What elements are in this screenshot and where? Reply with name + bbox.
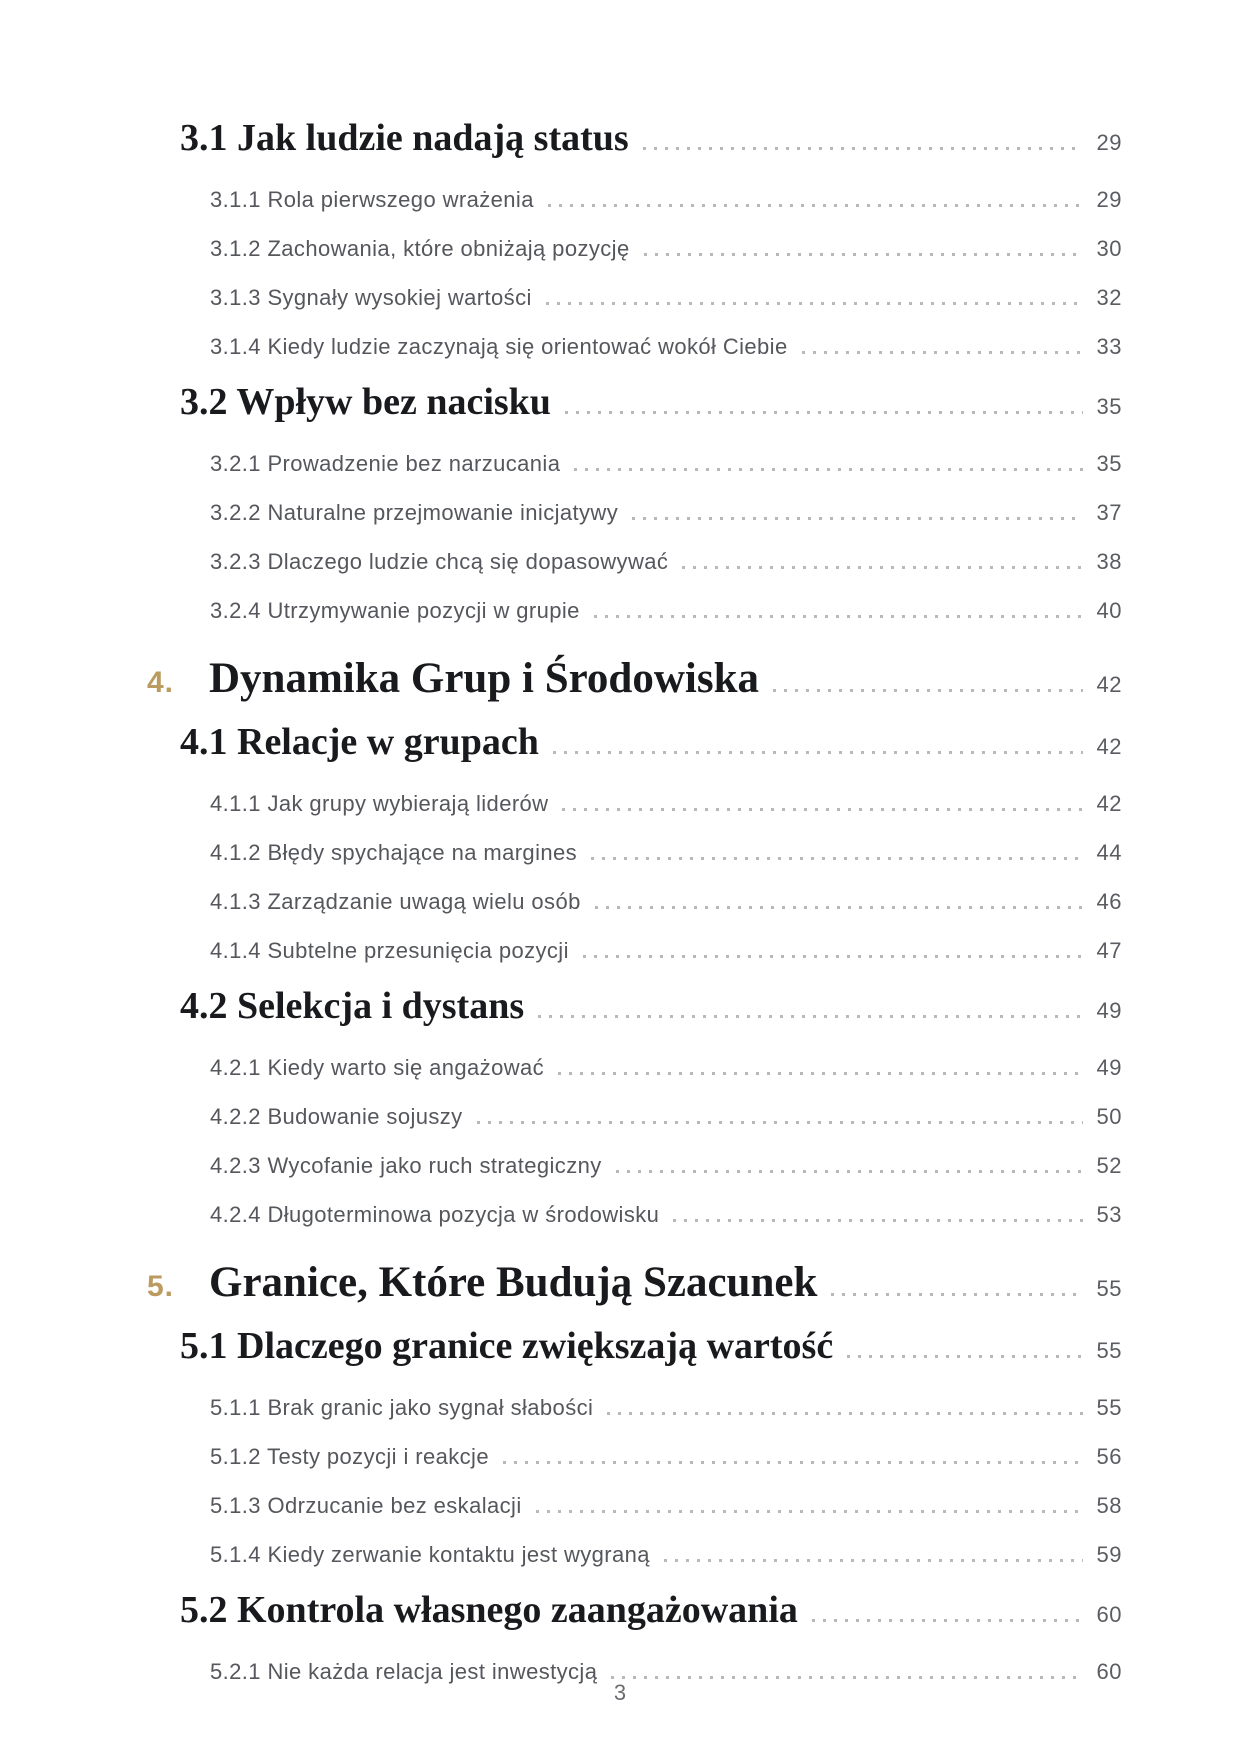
toc-entry-page: 42 — [1096, 734, 1122, 759]
toc-entry-label: 4.2 Selekcja i dystans — [180, 985, 525, 1027]
toc-entry-page: 38 — [1096, 549, 1122, 574]
toc-entry-label: 3.1.4 Kiedy ludzie zaczynają się orientować wokół Ciebie — [210, 334, 788, 359]
toc-entry[interactable] — [147, 1324, 1122, 1373]
dot-leader — [503, 1461, 1083, 1464]
toc-entry-label: 5.2 Kontrola własnego zaangażowania — [180, 1589, 798, 1631]
toc-entry-chapter[interactable] — [147, 1259, 1122, 1313]
toc-entry[interactable] — [147, 790, 1122, 818]
toc-entry-page: 55 — [1096, 1395, 1122, 1420]
toc-entry-page: 29 — [1096, 187, 1122, 212]
toc-entry-label: 3.2.2 Naturalne przejmowanie inicjatywy — [210, 500, 619, 525]
dot-leader — [773, 689, 1083, 692]
dot-leader — [548, 204, 1083, 207]
dot-leader — [536, 1510, 1083, 1513]
dot-leader — [847, 1355, 1082, 1358]
dot-leader — [583, 955, 1083, 958]
toc-entry-label: 4.2.1 Kiedy warto się angażować — [210, 1055, 545, 1080]
toc-entry-label: 4.2.3 Wycofanie jako ruch strategiczny — [210, 1153, 602, 1178]
toc-entry-label: 3.1.1 Rola pierwszego wrażenia — [210, 187, 534, 212]
dot-leader — [664, 1559, 1083, 1562]
toc-entry-page: 52 — [1096, 1153, 1122, 1178]
toc-entry-label: 4.1.3 Zarządzanie uwagą wielu osób — [210, 889, 581, 914]
toc-entry-label: 3.2 Wpływ bez nacisku — [180, 381, 551, 423]
toc-entry[interactable] — [147, 499, 1122, 527]
toc-entry[interactable] — [147, 597, 1122, 625]
toc-entry[interactable] — [147, 1541, 1122, 1569]
dot-leader — [611, 1676, 1082, 1679]
dot-leader — [607, 1412, 1082, 1415]
toc-entry-page: 35 — [1096, 394, 1122, 419]
dot-leader — [802, 351, 1083, 354]
toc-entry-page: 58 — [1096, 1493, 1122, 1518]
toc-entry[interactable] — [147, 548, 1122, 576]
toc-entry-page: 50 — [1096, 1104, 1122, 1129]
toc-entry-label: 4.2.4 Długoterminowa pozycja w środowisku — [210, 1202, 660, 1227]
chapter-number: 5. — [147, 1270, 175, 1303]
toc-entry-label: 3.1.2 Zachowania, które obniżają pozycję — [210, 236, 630, 261]
toc-entry-label: 5.1.3 Odrzucanie bez eskalacji — [210, 1493, 522, 1518]
toc-entry-page: 60 — [1096, 1659, 1122, 1684]
toc-entry-page: 60 — [1096, 1602, 1122, 1627]
dot-leader — [831, 1293, 1082, 1296]
toc-entry-page: 59 — [1096, 1542, 1122, 1567]
dot-leader — [591, 857, 1082, 860]
toc-entry[interactable] — [147, 1152, 1122, 1180]
dot-leader — [595, 906, 1083, 909]
toc-entry[interactable] — [147, 1201, 1122, 1229]
dot-leader — [562, 808, 1082, 811]
toc-entry-label: 4.1 Relacje w grupach — [180, 721, 539, 763]
dot-leader — [616, 1170, 1083, 1173]
toc-entry-page: 35 — [1096, 451, 1122, 476]
dot-leader — [644, 253, 1083, 256]
toc-entry[interactable] — [147, 1492, 1122, 1520]
toc-entry[interactable] — [147, 839, 1122, 867]
dot-leader — [553, 751, 1083, 754]
toc-entry-label: 5.2.1 Nie każda relacja jest inwestycją — [210, 1659, 598, 1684]
toc-entry[interactable] — [147, 1394, 1122, 1422]
toc-entry-label: 3.2.3 Dlaczego ludzie chcą się dopasowywać — [210, 549, 669, 574]
toc-entry-label: 3.2.4 Utrzymywanie pozycji w grupie — [210, 598, 580, 623]
toc-entry[interactable] — [147, 450, 1122, 478]
dot-leader — [565, 411, 1083, 414]
toc-entry[interactable] — [147, 333, 1122, 361]
dot-leader — [812, 1619, 1083, 1622]
toc-entry-page: 47 — [1096, 938, 1122, 963]
toc-entry[interactable] — [147, 235, 1122, 263]
toc-entry-page: 55 — [1096, 1338, 1122, 1363]
dot-leader — [673, 1219, 1082, 1222]
toc-entry[interactable] — [147, 720, 1122, 769]
toc-entry-page: 37 — [1096, 500, 1122, 525]
toc-entry-label: 4.2.2 Budowanie sojuszy — [210, 1104, 463, 1129]
toc-entry-chapter[interactable] — [147, 655, 1122, 709]
dot-leader — [682, 566, 1082, 569]
dot-leader — [546, 302, 1083, 305]
toc-entry-label: 3.1 Jak ludzie nadają status — [180, 117, 629, 159]
dot-leader — [643, 147, 1083, 150]
toc-entry-label: 4.1.2 Błędy spychające na margines — [210, 840, 578, 865]
toc-entry-label: 4.1.1 Jak grupy wybierają liderów — [210, 791, 549, 816]
toc-entry[interactable] — [147, 380, 1122, 429]
toc-entry-label: 5.1.2 Testy pozycji i reakcje — [210, 1444, 489, 1469]
toc-entry-page: 30 — [1096, 236, 1122, 261]
toc-entry-page: 40 — [1096, 598, 1122, 623]
toc-entry-page: 32 — [1096, 285, 1122, 310]
toc-entry-page: 42 — [1096, 791, 1122, 816]
dot-leader — [632, 517, 1082, 520]
toc-entry[interactable] — [147, 937, 1122, 965]
toc-entry-page: 46 — [1096, 889, 1122, 914]
toc-entry[interactable] — [147, 284, 1122, 312]
toc-entry-page: 29 — [1096, 130, 1122, 155]
toc-entry[interactable] — [147, 984, 1122, 1033]
dot-leader — [574, 468, 1082, 471]
dot-leader — [538, 1015, 1082, 1018]
toc-entry-label: 5.1 Dlaczego granice zwiększają wartość — [180, 1325, 834, 1367]
footer-page-number: 3 — [613, 1680, 627, 1705]
toc-entry[interactable] — [147, 1054, 1122, 1082]
toc-entry-label: 5.1.4 Kiedy zerwanie kontaktu jest wygraną — [210, 1542, 650, 1567]
toc-entry-label: 3.1.3 Sygnały wysokiej wartości — [210, 285, 532, 310]
toc-entry-label: Granice, Które Budują Szacunek — [209, 1259, 818, 1306]
chapter-number: 4. — [147, 666, 175, 699]
toc-entry[interactable] — [147, 186, 1122, 214]
toc-entry[interactable] — [147, 116, 1122, 165]
toc-entry-page: 56 — [1096, 1444, 1122, 1469]
dot-leader — [594, 615, 1083, 618]
toc-entry-page: 42 — [1096, 672, 1122, 697]
toc-entry-page: 53 — [1096, 1202, 1122, 1227]
toc-entry-label: 3.2.1 Prowadzenie bez narzucania — [210, 451, 561, 476]
toc-entry-page: 55 — [1096, 1276, 1122, 1301]
toc-entry-page: 33 — [1096, 334, 1122, 359]
toc-entry-label: 5.1.1 Brak granic jako sygnał słabości — [210, 1395, 594, 1420]
dot-leader — [477, 1121, 1083, 1124]
toc-entry-page: 49 — [1096, 998, 1122, 1023]
toc-entry[interactable] — [147, 888, 1122, 916]
toc-entry[interactable] — [147, 1443, 1122, 1471]
toc-entry[interactable] — [147, 1588, 1122, 1637]
toc-entry-label: 4.1.4 Subtelne przesunięcia pozycji — [210, 938, 569, 963]
toc-entry-label: Dynamika Grup i Środowiska — [209, 655, 759, 702]
toc-entry[interactable] — [147, 1103, 1122, 1131]
dot-leader — [558, 1072, 1082, 1075]
toc-entry-page: 49 — [1096, 1055, 1122, 1080]
toc-entry-page: 44 — [1096, 840, 1122, 865]
